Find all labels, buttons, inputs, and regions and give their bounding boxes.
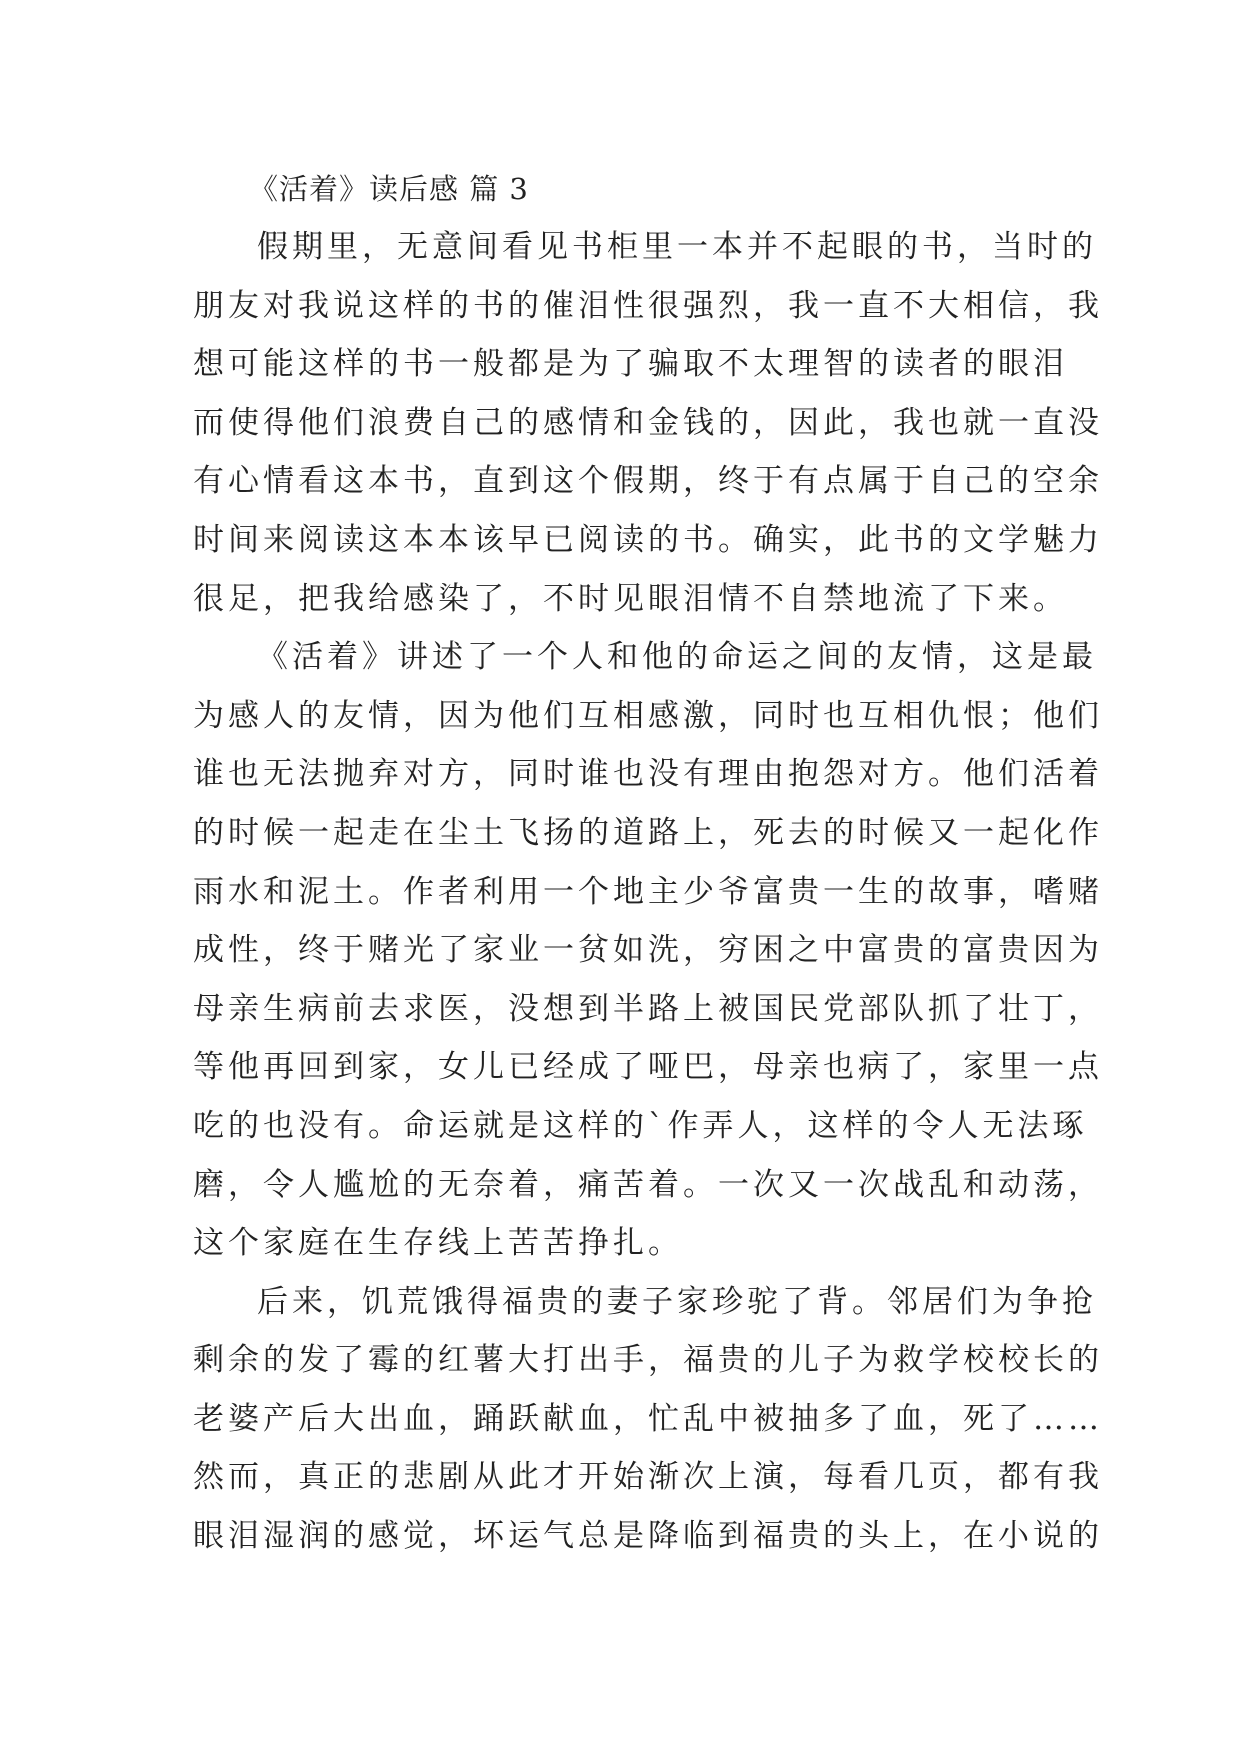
text-line: 吃的也没有。命运就是这样的`作弄人，这样的令人无法琢 — [193, 1107, 1088, 1144]
text-line: 《活着》讲述了一个人和他的命运之间的友情，这是最 — [257, 639, 1097, 676]
text-line: 这个家庭在生存线上苦苦挣扎。 — [193, 1225, 683, 1262]
text-line: 等他再回到家，女儿已经成了哑巴，母亲也病了，家里一点 — [193, 1049, 1103, 1086]
paragraph-1 — [193, 218, 1103, 628]
text-line: 母亲生病前去求医，没想到半路上被国民党部队抓了壮丁， — [193, 990, 1103, 1027]
text-line: 后来，饥荒饿得福贵的妻子家珍驼了背。邻居们为争抢 — [257, 1283, 1097, 1320]
text-line: 而使得他们浪费自己的感情和金钱的，因此，我也就一直没 — [193, 404, 1103, 441]
document-body — [193, 160, 1103, 1566]
paragraph-2 — [193, 628, 1103, 1273]
text-line: 眼泪湿润的感觉，坏运气总是降临到福贵的头上，在小说的 — [193, 1518, 1103, 1555]
text-line: 成性，终于赌光了家业一贫如洗，穷困之中富贵的富贵因为 — [193, 932, 1103, 969]
text-line: 为感人的友情，因为他们互相感激，同时也互相仇恨；他们 — [193, 697, 1103, 734]
text-line: 假期里，无意间看见书柜里一本并不起眼的书，当时的 — [257, 229, 1097, 265]
text-line: 很足，把我给感染了，不时见眼泪情不自禁地流了下来。 — [193, 580, 1068, 617]
text-line: 磨，令人尴尬的无奈着，痛苦着。一次又一次战乱和动荡， — [193, 1166, 1103, 1203]
text-line: 雨水和泥土。作者利用一个地主少爷富贵一生的故事，嗜赌 — [193, 873, 1103, 910]
text-line: 然而，真正的悲剧从此才开始渐次上演，每看几页，都有我 — [193, 1459, 1103, 1496]
text-line: 有心情看这本书，直到这个假期，终于有点属于自己的空余 — [193, 463, 1103, 500]
text-line: 朋友对我说这样的书的催泪性很强烈，我一直不大相信，我 — [193, 287, 1103, 324]
text-line: 时间来阅读这本本该早已阅读的书。确实，此书的文学魅力 — [193, 521, 1103, 558]
document-title: 《活着》读后感 篇 3 — [249, 172, 529, 206]
text-line: 老婆产后大出血，踊跃献血，忙乱中被抽多了血，死了…… — [193, 1400, 1103, 1437]
text-line: 想可能这样的书一般都是为了骗取不太理智的读者的眼泪 — [193, 346, 1068, 383]
text-line: 剩余的发了霉的红薯大打出手，福贵的儿子为救学校校长的 — [193, 1342, 1103, 1379]
paragraph-3 — [193, 1273, 1103, 1566]
text-line: 谁也无法抛弃对方，同时谁也没有理由抱怨对方。他们活着 — [193, 756, 1103, 793]
text-line: 的时候一起走在尘土飞扬的道路上，死去的时候又一起化作 — [193, 814, 1103, 851]
